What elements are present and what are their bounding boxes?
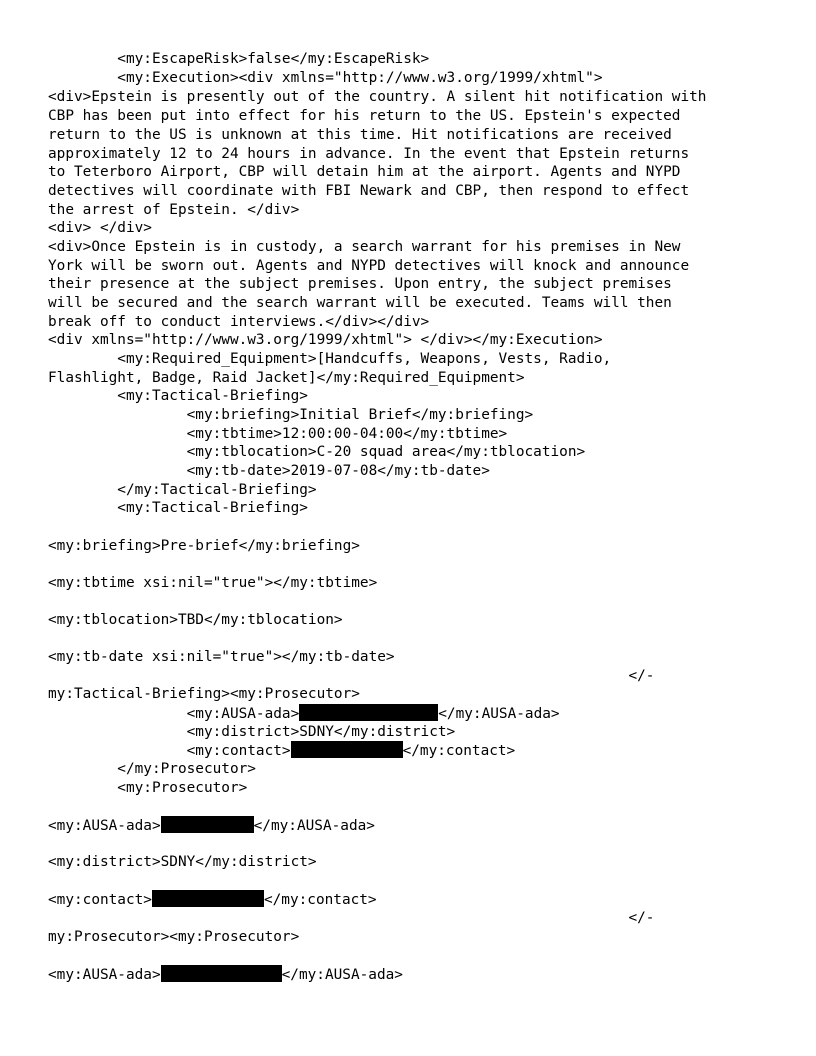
redaction-box: [161, 816, 254, 833]
text-fragment: </my:AUSA-ada>: [438, 706, 560, 722]
text-line: CBP has been put into effect for his return to the US. Epstein's expected: [48, 108, 681, 124]
text-fragment: <my:contact>: [48, 892, 152, 908]
redaction-box: [291, 741, 403, 758]
text-line: break off to conduct interviews.</div></div>: [48, 314, 430, 330]
text-fragment: </my:AUSA-ada>: [281, 967, 403, 983]
redaction-box: [299, 704, 438, 721]
text-fragment: <my:AUSA-ada>: [48, 818, 161, 834]
text-line: will be secured and the search warrant will be executed. Teams will then: [48, 295, 672, 311]
text-line: the arrest of Epstein. </div>: [48, 202, 300, 218]
text-line: <my:tblocation>TBD</my:tblocation>: [48, 612, 343, 628]
text-line: [48, 816, 375, 836]
text-line: [48, 704, 560, 724]
text-line: <my:briefing>Pre-brief</my:briefing>: [48, 538, 360, 554]
text-line: <my:Tactical-Briefing>: [48, 500, 308, 516]
redaction-box: [161, 965, 282, 982]
text-fragment: <my:AUSA-ada>: [48, 967, 161, 983]
text-line: detectives will coordinate with FBI Newark and CBP, then respond to effect: [48, 183, 690, 199]
text-line: <my:tbtime>12:00:00-04:00</my:tbtime>: [48, 426, 508, 442]
text-line: <my:Tactical-Briefing>: [48, 388, 308, 404]
text-line: [48, 965, 403, 985]
text-line: approximately 12 to 24 hours in advance. In the event that Epstein returns: [48, 146, 690, 162]
text-line: their presence at the subject premises. Upon entry, the subject premises: [48, 276, 672, 292]
text-line: </-: [48, 910, 655, 926]
text-line: <my:tb-date>2019-07-08</my:tb-date>: [48, 463, 490, 479]
text-fragment: <my:AUSA-ada>: [48, 706, 300, 722]
text-line: [48, 890, 377, 910]
text-line: my:Prosecutor><my:Prosecutor>: [48, 929, 300, 945]
text-fragment: </my:contact>: [263, 892, 377, 908]
text-line: <div xmlns="http://www.w3.org/1999/xhtml"> </div></my:Execution>: [48, 332, 603, 348]
text-line: <div>Once Epstein is in custody, a search warrant for his premises in New: [48, 239, 681, 255]
text-line: <my:Required_Equipment>[Handcuffs, Weapons, Vests, Radio,: [48, 351, 612, 367]
text-line: <my:district>SDNY</my:district>: [48, 724, 456, 740]
text-line: </my:Tactical-Briefing>: [48, 482, 317, 498]
text-line: <my:tblocation>C-20 squad area</my:tblocation>: [48, 444, 586, 460]
text-fragment: <my:contact>: [48, 743, 291, 759]
text-line: [48, 741, 515, 761]
text-fragment: </my:AUSA-ada>: [253, 818, 375, 834]
redaction-box: [152, 890, 264, 907]
text-line: Flashlight, Badge, Raid Jacket]</my:Required_Equipment>: [48, 370, 525, 386]
text-line: <my:Execution><div xmlns="http://www.w3.org/1999/xhtml">: [48, 70, 603, 86]
text-line: to Teterboro Airport, CBP will detain him at the airport. Agents and NYPD: [48, 164, 681, 180]
text-line: York will be sworn out. Agents and NYPD detectives will knock and announce: [48, 258, 690, 274]
text-line: <my:briefing>Initial Brief</my:briefing>: [48, 407, 534, 423]
text-line: <my:Prosecutor>: [48, 780, 248, 796]
text-line: return to the US is unknown at this time. Hit notifications are received: [48, 127, 672, 143]
text-line: <my:EscapeRisk>false</my:EscapeRisk>: [48, 51, 430, 67]
text-line: <my:district>SDNY</my:district>: [48, 854, 317, 870]
text-line: <div>Epstein is presently out of the country. A silent hit notification with: [48, 89, 707, 105]
text-fragment: </my:contact>: [402, 743, 516, 759]
text-line: </-: [48, 668, 655, 684]
text-line: </my:Prosecutor>: [48, 761, 256, 777]
text-line: <div> </div>: [48, 220, 152, 236]
text-line: my:Tactical-Briefing><my:Prosecutor>: [48, 686, 360, 702]
text-line: <my:tbtime xsi:nil="true"></my:tbtime>: [48, 575, 378, 591]
text-line: <my:tb-date xsi:nil="true"></my:tb-date>: [48, 649, 395, 665]
